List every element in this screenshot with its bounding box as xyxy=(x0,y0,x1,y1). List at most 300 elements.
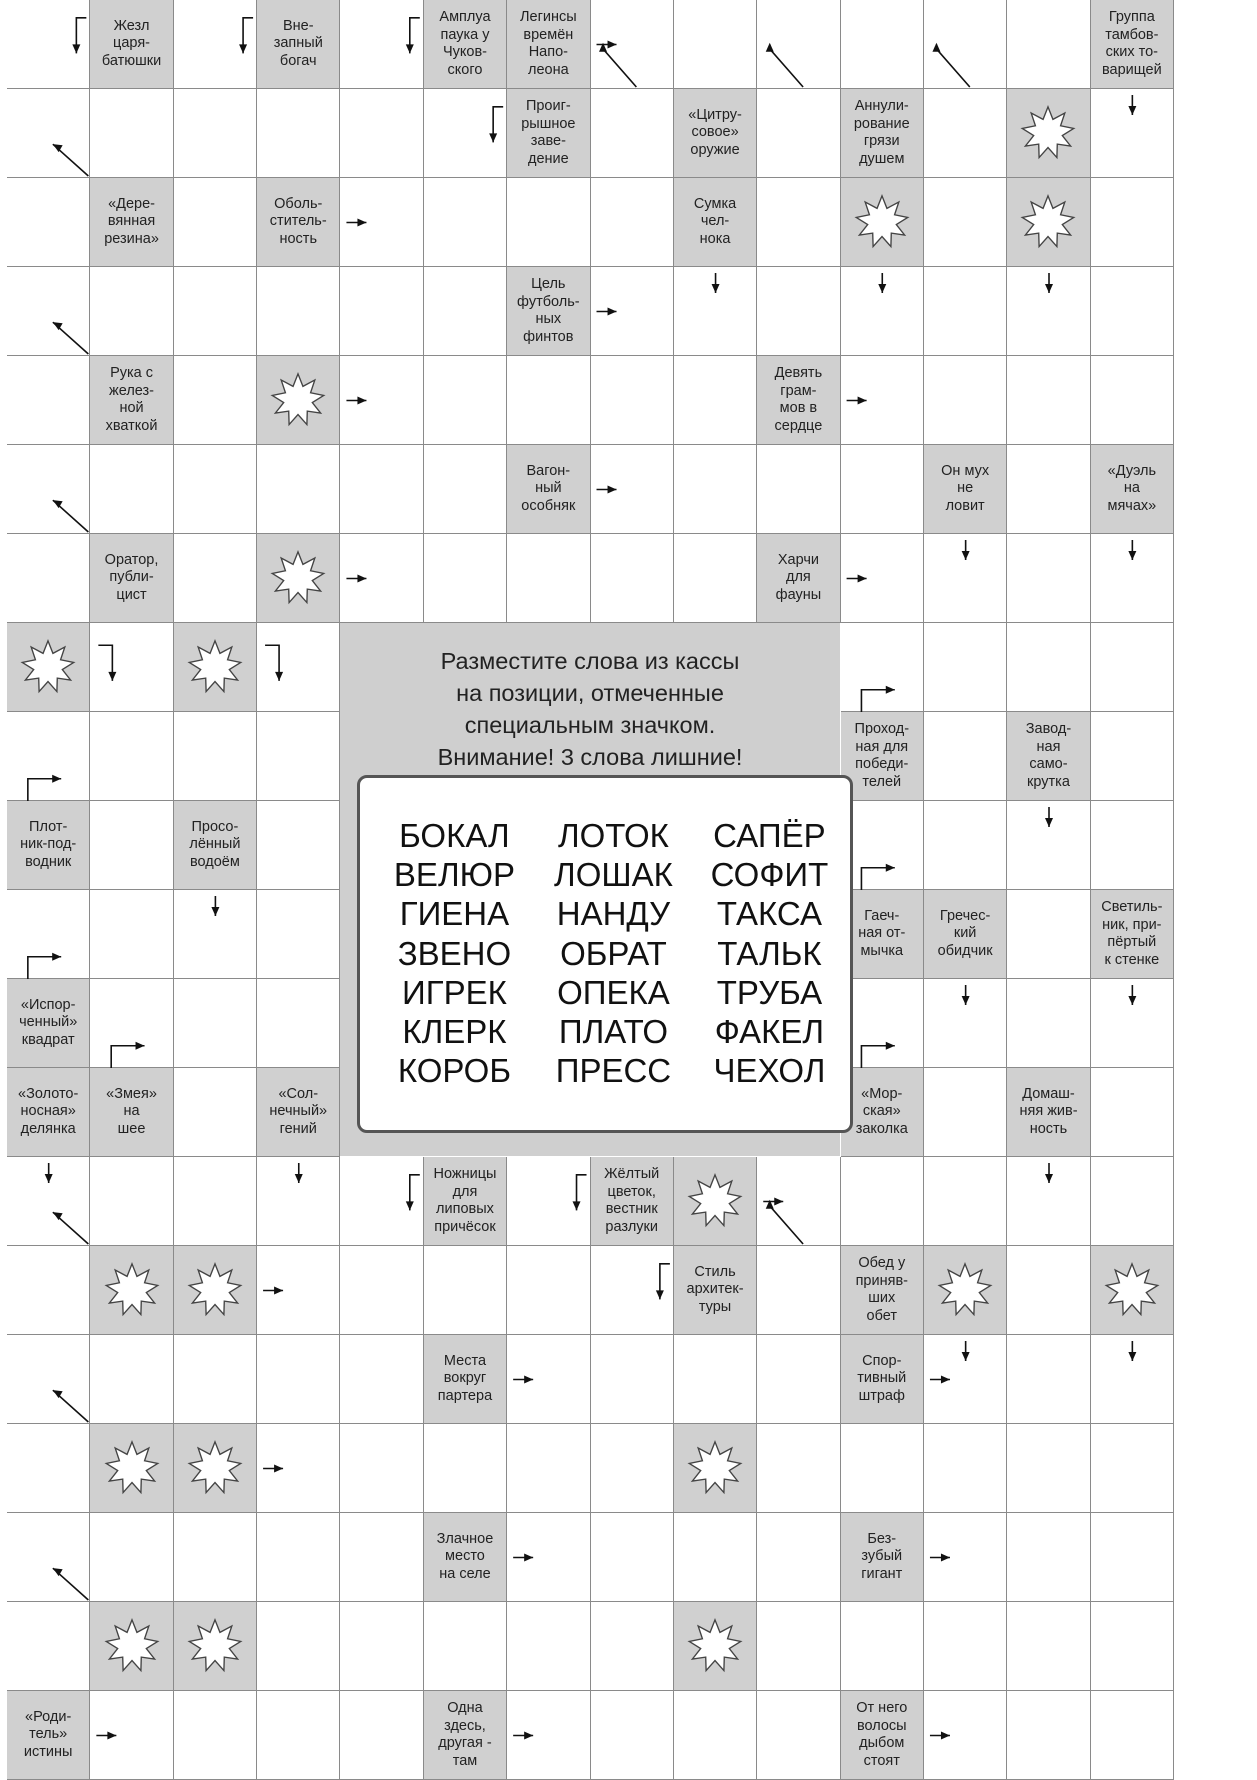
clue-cell xyxy=(674,1246,757,1335)
answer-cell[interactable] xyxy=(841,1424,924,1513)
answer-cell[interactable] xyxy=(7,712,90,801)
clue-text: Места вокруг партера xyxy=(437,1352,493,1404)
answer-cell[interactable] xyxy=(90,445,173,534)
word-bank-word: ФАКЕЛ xyxy=(714,1013,825,1051)
answer-cell[interactable] xyxy=(841,445,924,534)
answer-cell[interactable] xyxy=(257,1424,340,1513)
answer-cell[interactable] xyxy=(174,178,257,267)
answer-cell[interactable] xyxy=(424,534,507,623)
clue-cell xyxy=(257,0,340,89)
clue-text: «Дуэль на мячах» xyxy=(1107,462,1157,514)
clue-text: Оратор, публи- цист xyxy=(104,551,159,603)
clue-cell xyxy=(424,1335,507,1424)
answer-cell[interactable] xyxy=(7,1602,90,1691)
answer-cell[interactable] xyxy=(1007,801,1090,890)
answer-cell[interactable] xyxy=(1007,1513,1090,1602)
answer-cell[interactable] xyxy=(841,267,924,356)
clue-text: Обед у приняв- ших обет xyxy=(855,1255,908,1324)
answer-cell[interactable] xyxy=(591,1513,674,1602)
answer-cell[interactable] xyxy=(90,1157,173,1246)
clue-text: Сумка чел- нока xyxy=(693,195,737,247)
answer-cell[interactable] xyxy=(174,1513,257,1602)
answer-cell[interactable] xyxy=(1007,1691,1090,1780)
clue-text: Без- зубый гигант xyxy=(861,1530,903,1582)
clue-cell xyxy=(1007,712,1090,801)
answer-cell[interactable] xyxy=(257,1335,340,1424)
answer-cell[interactable] xyxy=(924,1335,1007,1424)
answer-cell[interactable] xyxy=(90,1691,173,1780)
answer-cell[interactable] xyxy=(757,1335,840,1424)
answer-cell[interactable] xyxy=(924,356,1007,445)
answer-cell[interactable] xyxy=(1091,623,1174,712)
answer-cell[interactable] xyxy=(591,534,674,623)
answer-cell[interactable] xyxy=(757,1513,840,1602)
answer-cell[interactable] xyxy=(841,534,924,623)
answer-cell[interactable] xyxy=(257,267,340,356)
word-bank-word: САПЁР xyxy=(713,817,826,854)
answer-cell[interactable] xyxy=(174,979,257,1068)
answer-cell[interactable] xyxy=(1091,1424,1174,1513)
answer-cell[interactable] xyxy=(7,1335,90,1424)
answer-cell[interactable] xyxy=(340,267,423,356)
star-cell[interactable] xyxy=(1007,89,1090,178)
answer-cell[interactable] xyxy=(924,178,1007,267)
answer-cell[interactable] xyxy=(174,1068,257,1157)
star-cell[interactable] xyxy=(90,1246,173,1335)
answer-cell[interactable] xyxy=(591,178,674,267)
answer-cell[interactable] xyxy=(757,445,840,534)
answer-cell[interactable] xyxy=(674,534,757,623)
answer-cell[interactable] xyxy=(424,267,507,356)
answer-cell[interactable] xyxy=(424,178,507,267)
answer-cell[interactable] xyxy=(340,534,423,623)
answer-cell[interactable] xyxy=(7,356,90,445)
answer-cell[interactable] xyxy=(340,89,423,178)
clue-cell xyxy=(841,89,924,178)
word-bank-word: ПЛАТО xyxy=(558,1013,669,1051)
answer-cell[interactable] xyxy=(7,1157,90,1246)
word-bank-word: ЛОШАК xyxy=(554,856,673,894)
answer-cell[interactable] xyxy=(1091,1335,1174,1424)
answer-cell[interactable] xyxy=(841,1157,924,1246)
clue-text: Проход- ная для победи- телей xyxy=(854,721,910,790)
answer-cell[interactable] xyxy=(1091,712,1174,801)
answer-cell[interactable] xyxy=(924,623,1007,712)
answer-cell[interactable] xyxy=(757,267,840,356)
answer-cell[interactable] xyxy=(90,979,173,1068)
star-cell[interactable] xyxy=(174,1246,257,1335)
clue-cell xyxy=(924,890,1007,979)
answer-cell[interactable] xyxy=(90,712,173,801)
answer-cell[interactable] xyxy=(340,356,423,445)
answer-cell[interactable] xyxy=(591,445,674,534)
answer-cell[interactable] xyxy=(340,1602,423,1691)
answer-cell[interactable] xyxy=(340,1335,423,1424)
clue-cell xyxy=(841,890,924,979)
answer-cell[interactable] xyxy=(257,1513,340,1602)
answer-cell[interactable] xyxy=(424,1602,507,1691)
answer-cell[interactable] xyxy=(174,356,257,445)
clue-text: Гаеч- ная от- мычка xyxy=(858,907,906,959)
clue-cell xyxy=(507,267,590,356)
star-cell[interactable] xyxy=(924,1246,1007,1335)
answer-cell[interactable] xyxy=(924,1513,1007,1602)
word-bank-word: БОКАЛ xyxy=(399,817,510,854)
clue-cell xyxy=(90,356,173,445)
answer-cell[interactable] xyxy=(174,712,257,801)
answer-cell[interactable] xyxy=(257,801,340,890)
word-bank-word: ИГРЕК xyxy=(402,973,507,1011)
word-bank-word: ЛОТОК xyxy=(557,817,669,854)
answer-cell[interactable] xyxy=(257,1246,340,1335)
answer-cell[interactable] xyxy=(591,89,674,178)
clue-text: От него волосы дыбом стоят xyxy=(856,1700,908,1769)
answer-cell[interactable] xyxy=(340,1513,423,1602)
clue-cell xyxy=(424,1691,507,1780)
answer-cell[interactable] xyxy=(340,445,423,534)
answer-cell[interactable] xyxy=(757,1424,840,1513)
answer-cell[interactable] xyxy=(841,356,924,445)
clue-cell xyxy=(841,1068,924,1157)
answer-cell[interactable] xyxy=(674,445,757,534)
word-bank-word: НАНДУ xyxy=(556,895,671,933)
clue-text: Плот- ник-под- водник xyxy=(20,818,77,870)
answer-cell[interactable] xyxy=(591,356,674,445)
answer-cell[interactable] xyxy=(1007,534,1090,623)
answer-cell[interactable] xyxy=(340,0,423,89)
clue-cell xyxy=(841,1246,924,1335)
clue-text: Вне- запный богач xyxy=(273,17,323,69)
clue-text: Гречес- кий обидчик xyxy=(937,907,993,959)
answer-cell[interactable] xyxy=(7,445,90,534)
word-column xyxy=(384,816,524,1090)
answer-cell[interactable] xyxy=(1091,178,1174,267)
answer-cell[interactable] xyxy=(924,534,1007,623)
star-cell[interactable] xyxy=(674,1424,757,1513)
answer-cell[interactable] xyxy=(7,267,90,356)
clue-text: «Роди- тель» истины xyxy=(23,1708,73,1760)
answer-cell[interactable] xyxy=(7,1513,90,1602)
clue-cell xyxy=(174,801,257,890)
star-cell[interactable] xyxy=(257,534,340,623)
clue-cell xyxy=(507,0,590,89)
clue-cell xyxy=(7,801,90,890)
answer-cell[interactable] xyxy=(340,1246,423,1335)
clue-text: «Испор- ченный» квадрат xyxy=(19,996,78,1048)
answer-cell[interactable] xyxy=(1007,445,1090,534)
answer-cell[interactable] xyxy=(174,267,257,356)
clue-text: Амплуа паука у Чуков- ского xyxy=(439,9,491,78)
answer-cell[interactable] xyxy=(674,0,757,89)
answer-cell[interactable] xyxy=(924,0,1007,89)
answer-cell[interactable] xyxy=(340,178,423,267)
answer-cell[interactable] xyxy=(674,356,757,445)
word-bank-word: СОФИТ xyxy=(710,856,829,894)
answer-cell[interactable] xyxy=(424,89,507,178)
word-bank-panel xyxy=(340,623,839,1156)
clue-cell xyxy=(1007,1068,1090,1157)
answer-cell[interactable] xyxy=(7,89,90,178)
clue-text: «Золото- носная» делянка xyxy=(18,1085,79,1137)
clue-text: Ножницы для липовых причёсок xyxy=(433,1166,497,1235)
answer-cell[interactable] xyxy=(757,1246,840,1335)
clue-text: Завод- ная само- крутка xyxy=(1025,721,1072,790)
clue-cell xyxy=(674,89,757,178)
answer-cell[interactable] xyxy=(1007,356,1090,445)
clue-text: Спор- тивный штраф xyxy=(857,1352,907,1404)
answer-cell[interactable] xyxy=(591,1691,674,1780)
answer-cell[interactable] xyxy=(841,1602,924,1691)
answer-cell[interactable] xyxy=(757,89,840,178)
answer-cell[interactable] xyxy=(257,89,340,178)
answer-cell[interactable] xyxy=(424,1424,507,1513)
answer-cell[interactable] xyxy=(1091,356,1174,445)
answer-cell[interactable] xyxy=(257,1602,340,1691)
answer-cell[interactable] xyxy=(1007,1246,1090,1335)
clue-cell xyxy=(257,178,340,267)
word-bank-word: ТАЛЬК xyxy=(717,934,822,972)
clue-text: «Цитру- совое» оружие xyxy=(688,106,742,158)
answer-cell[interactable] xyxy=(257,979,340,1068)
answer-cell[interactable] xyxy=(1091,801,1174,890)
answer-cell[interactable] xyxy=(174,0,257,89)
clue-cell xyxy=(507,445,590,534)
clue-cell xyxy=(90,534,173,623)
answer-cell[interactable] xyxy=(1091,1691,1174,1780)
answer-cell[interactable] xyxy=(757,0,840,89)
answer-cell[interactable] xyxy=(757,1691,840,1780)
answer-cell[interactable] xyxy=(757,1157,840,1246)
answer-cell[interactable] xyxy=(90,890,173,979)
answer-cell[interactable] xyxy=(340,1424,423,1513)
answer-cell[interactable] xyxy=(924,267,1007,356)
word-bank-box xyxy=(357,775,853,1133)
answer-cell[interactable] xyxy=(841,623,924,712)
answer-cell[interactable] xyxy=(841,801,924,890)
word-bank-word: ОПЕКА xyxy=(557,973,670,1011)
answer-cell[interactable] xyxy=(591,1335,674,1424)
answer-cell[interactable] xyxy=(591,1424,674,1513)
instructions-text: Разместите слова из кассы на позиции, отмеченные специальным значком. Внимание! 3 слова лишние! xyxy=(437,648,743,770)
word-bank-word: ЧЕХОЛ xyxy=(713,1052,826,1090)
answer-cell[interactable] xyxy=(924,89,1007,178)
star-cell[interactable] xyxy=(257,356,340,445)
answer-cell[interactable] xyxy=(257,623,340,712)
answer-cell[interactable] xyxy=(507,1513,590,1602)
word-bank-word: ЗВЕНО xyxy=(397,934,512,972)
clue-cell xyxy=(257,1068,340,1157)
star-cell[interactable] xyxy=(90,1424,173,1513)
clue-text: Жезл царя- батюшки xyxy=(101,17,162,69)
answer-cell[interactable] xyxy=(424,445,507,534)
clue-text: Одна здесь, другая - там xyxy=(438,1700,492,1769)
answer-cell[interactable] xyxy=(1091,1602,1174,1691)
answer-cell[interactable] xyxy=(507,178,590,267)
answer-cell[interactable] xyxy=(340,1691,423,1780)
answer-cell[interactable] xyxy=(174,534,257,623)
answer-cell[interactable] xyxy=(591,1602,674,1691)
answer-cell[interactable] xyxy=(340,1157,423,1246)
answer-cell[interactable] xyxy=(674,1691,757,1780)
clue-text: «Сол- нечный» гений xyxy=(269,1085,328,1137)
clue-text: Цель футболь- ных финтов xyxy=(517,276,580,345)
answer-cell[interactable] xyxy=(174,89,257,178)
answer-cell[interactable] xyxy=(1007,1157,1090,1246)
answer-cell[interactable] xyxy=(507,1424,590,1513)
answer-cell[interactable] xyxy=(507,1246,590,1335)
answer-cell[interactable] xyxy=(7,890,90,979)
answer-cell[interactable] xyxy=(1091,267,1174,356)
answer-cell[interactable] xyxy=(1007,623,1090,712)
answer-cell[interactable] xyxy=(1007,1335,1090,1424)
answer-cell[interactable] xyxy=(507,1602,590,1691)
answer-cell[interactable] xyxy=(1007,890,1090,979)
answer-cell[interactable] xyxy=(1091,89,1174,178)
word-bank-word: ТРУБА xyxy=(716,973,823,1011)
answer-cell[interactable] xyxy=(674,1335,757,1424)
clue-text: «Змея» на шее xyxy=(106,1085,157,1137)
star-cell[interactable] xyxy=(7,623,90,712)
clue-cell xyxy=(757,534,840,623)
word-column xyxy=(699,816,839,1090)
answer-cell[interactable] xyxy=(90,801,173,890)
answer-cell[interactable] xyxy=(257,1691,340,1780)
answer-cell[interactable] xyxy=(174,890,257,979)
answer-cell[interactable] xyxy=(1007,267,1090,356)
clue-cell xyxy=(591,1157,674,1246)
answer-cell[interactable] xyxy=(174,1157,257,1246)
clue-text: Стиль архитек- туры xyxy=(686,1263,744,1315)
clue-cell xyxy=(674,178,757,267)
answer-cell[interactable] xyxy=(507,1157,590,1246)
answer-cell[interactable] xyxy=(924,1157,1007,1246)
answer-cell[interactable] xyxy=(674,267,757,356)
clue-text: Харчи для фауны xyxy=(775,551,822,603)
answer-cell[interactable] xyxy=(924,1602,1007,1691)
clue-text: Проиг- рышное заве- дение xyxy=(521,98,576,167)
star-cell[interactable] xyxy=(674,1157,757,1246)
answer-cell[interactable] xyxy=(257,445,340,534)
answer-cell[interactable] xyxy=(7,0,90,89)
word-bank-word: ГИЕНА xyxy=(399,895,510,933)
clue-cell xyxy=(1091,445,1174,534)
star-cell[interactable] xyxy=(90,1602,173,1691)
star-cell[interactable] xyxy=(1007,178,1090,267)
word-bank-word: ТАКСА xyxy=(716,895,822,933)
answer-cell[interactable] xyxy=(90,267,173,356)
clue-cell xyxy=(924,445,1007,534)
clue-cell xyxy=(841,1691,924,1780)
answer-cell[interactable] xyxy=(257,890,340,979)
clue-cell xyxy=(424,1513,507,1602)
star-cell[interactable] xyxy=(1091,1246,1174,1335)
star-cell[interactable] xyxy=(174,1424,257,1513)
answer-cell[interactable] xyxy=(924,712,1007,801)
star-cell[interactable] xyxy=(174,1602,257,1691)
answer-cell[interactable] xyxy=(257,1157,340,1246)
answer-cell[interactable] xyxy=(7,178,90,267)
answer-cell[interactable] xyxy=(257,712,340,801)
answer-cell[interactable] xyxy=(757,178,840,267)
answer-cell[interactable] xyxy=(424,356,507,445)
clue-cell xyxy=(1091,0,1174,89)
clue-text: Домаш- няя жив- ность xyxy=(1019,1085,1078,1137)
clue-text: Оболь- ститель- ность xyxy=(269,195,327,247)
answer-cell[interactable] xyxy=(424,1246,507,1335)
answer-cell[interactable] xyxy=(174,445,257,534)
star-cell[interactable] xyxy=(841,178,924,267)
answer-cell[interactable] xyxy=(1091,1068,1174,1157)
answer-cell[interactable] xyxy=(1007,1424,1090,1513)
clue-cell xyxy=(7,979,90,1068)
answer-cell[interactable] xyxy=(7,1424,90,1513)
word-bank-word: КЛЕРК xyxy=(402,1013,507,1051)
answer-cell[interactable] xyxy=(924,1691,1007,1780)
answer-cell[interactable] xyxy=(507,534,590,623)
word-bank-word: ПРЕСС xyxy=(555,1052,672,1090)
clue-text: Аннули- рование грязи душем xyxy=(853,98,910,167)
answer-cell[interactable] xyxy=(7,534,90,623)
answer-cell[interactable] xyxy=(1091,1157,1174,1246)
clue-cell xyxy=(757,356,840,445)
star-cell[interactable] xyxy=(174,623,257,712)
clue-text: Злачное место на селе xyxy=(436,1530,494,1582)
clue-cell xyxy=(7,1691,90,1780)
clue-cell xyxy=(507,89,590,178)
answer-cell[interactable] xyxy=(174,1335,257,1424)
answer-cell[interactable] xyxy=(1007,979,1090,1068)
answer-cell[interactable] xyxy=(591,0,674,89)
word-column xyxy=(543,816,683,1090)
answer-cell[interactable] xyxy=(90,1513,173,1602)
crossword-grid xyxy=(7,0,1174,1780)
answer-cell[interactable] xyxy=(924,1424,1007,1513)
answer-cell[interactable] xyxy=(507,356,590,445)
answer-cell[interactable] xyxy=(1091,534,1174,623)
clue-text: Просо- лённый водоём xyxy=(189,818,241,870)
answer-cell[interactable] xyxy=(1007,0,1090,89)
answer-cell[interactable] xyxy=(507,1691,590,1780)
answer-cell[interactable] xyxy=(90,89,173,178)
answer-cell[interactable] xyxy=(591,267,674,356)
answer-cell[interactable] xyxy=(841,0,924,89)
answer-cell[interactable] xyxy=(924,979,1007,1068)
clue-cell xyxy=(424,1157,507,1246)
answer-cell[interactable] xyxy=(924,1068,1007,1157)
word-bank-word: ОБРАТ xyxy=(560,934,667,972)
clue-cell xyxy=(841,1513,924,1602)
clue-text: Легинсы времён Напо- леона xyxy=(520,9,577,78)
answer-cell[interactable] xyxy=(90,1335,173,1424)
answer-cell[interactable] xyxy=(674,1513,757,1602)
answer-cell[interactable] xyxy=(90,623,173,712)
clue-cell xyxy=(90,178,173,267)
answer-cell[interactable] xyxy=(757,1602,840,1691)
clue-cell xyxy=(841,1335,924,1424)
answer-cell[interactable] xyxy=(7,1246,90,1335)
clue-text: Вагон- ный особняк xyxy=(521,462,576,514)
star-cell[interactable] xyxy=(674,1602,757,1691)
answer-cell[interactable] xyxy=(841,979,924,1068)
answer-cell[interactable] xyxy=(507,1335,590,1424)
answer-cell[interactable] xyxy=(1091,1513,1174,1602)
answer-cell[interactable] xyxy=(1007,1602,1090,1691)
answer-cell[interactable] xyxy=(174,1691,257,1780)
clue-cell xyxy=(90,1068,173,1157)
answer-cell[interactable] xyxy=(1091,979,1174,1068)
answer-cell[interactable] xyxy=(924,801,1007,890)
answer-cell[interactable] xyxy=(591,1246,674,1335)
